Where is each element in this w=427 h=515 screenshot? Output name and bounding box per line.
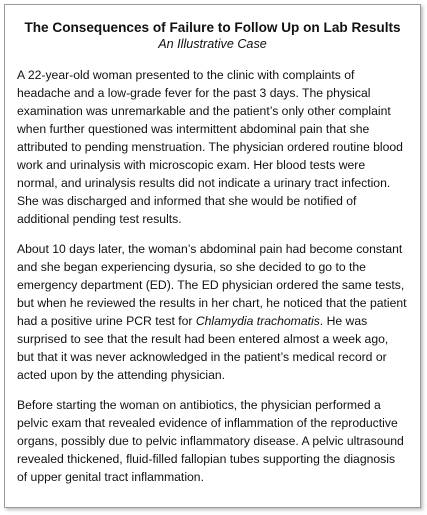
case-paragraph-1: A 22-year-old woman presented to the clinic with complaints of headache and a low-grade fever for the past 3 days. The physical examination was unremarkable and the patient’s only other complaint when further questioned was intermittent abdominal pain that she attributed to pending menstruation. The physician ordered routine blood work and urinalysis with microscopic exam. Her blood tests were normal, and urinalysis results did not indicate a urinary tract infection. She was discharged and informed that she would be notified of additional pending test results. — [17, 68, 403, 226]
case-title: The Consequences of Failure to Follow Up on Lab Results — [24, 20, 401, 35]
case-paragraph-3: Before starting the woman on antibiotics, the physician performed a pelvic exam that revealed evidence of inflammation of the reproductive organs, possibly due to pelvic inflammatory disease. A pelvic ultrasound revealed thickened, fluid-filled fallopian tubes supporting the diagnosis of upper genital tract inflammation. — [17, 398, 404, 484]
case-subtitle: An Illustrative Case — [158, 37, 267, 51]
case-box — [4, 4, 421, 508]
case-paragraph-2-text-end: . He was surprised to see that the result had been entered almost a week ago, but that it was never acknowledged in the patient’s medical record or acted upon by the attending physician. — [17, 314, 389, 382]
case-paragraph-2-text-start: About 10 days later, the woman’s abdominal pain had become constant and she began experiencing dysuria, so she decided to go to the emergency department (ED). The ED physician ordered the same tests, but when he reviewed the results in her chart, he noticed that the patient had a positive urine PCR test for — [17, 242, 407, 328]
pathogen-name: Chlamydia trachomatis — [195, 314, 320, 328]
case-paragraph-2 — [17, 240, 408, 384]
